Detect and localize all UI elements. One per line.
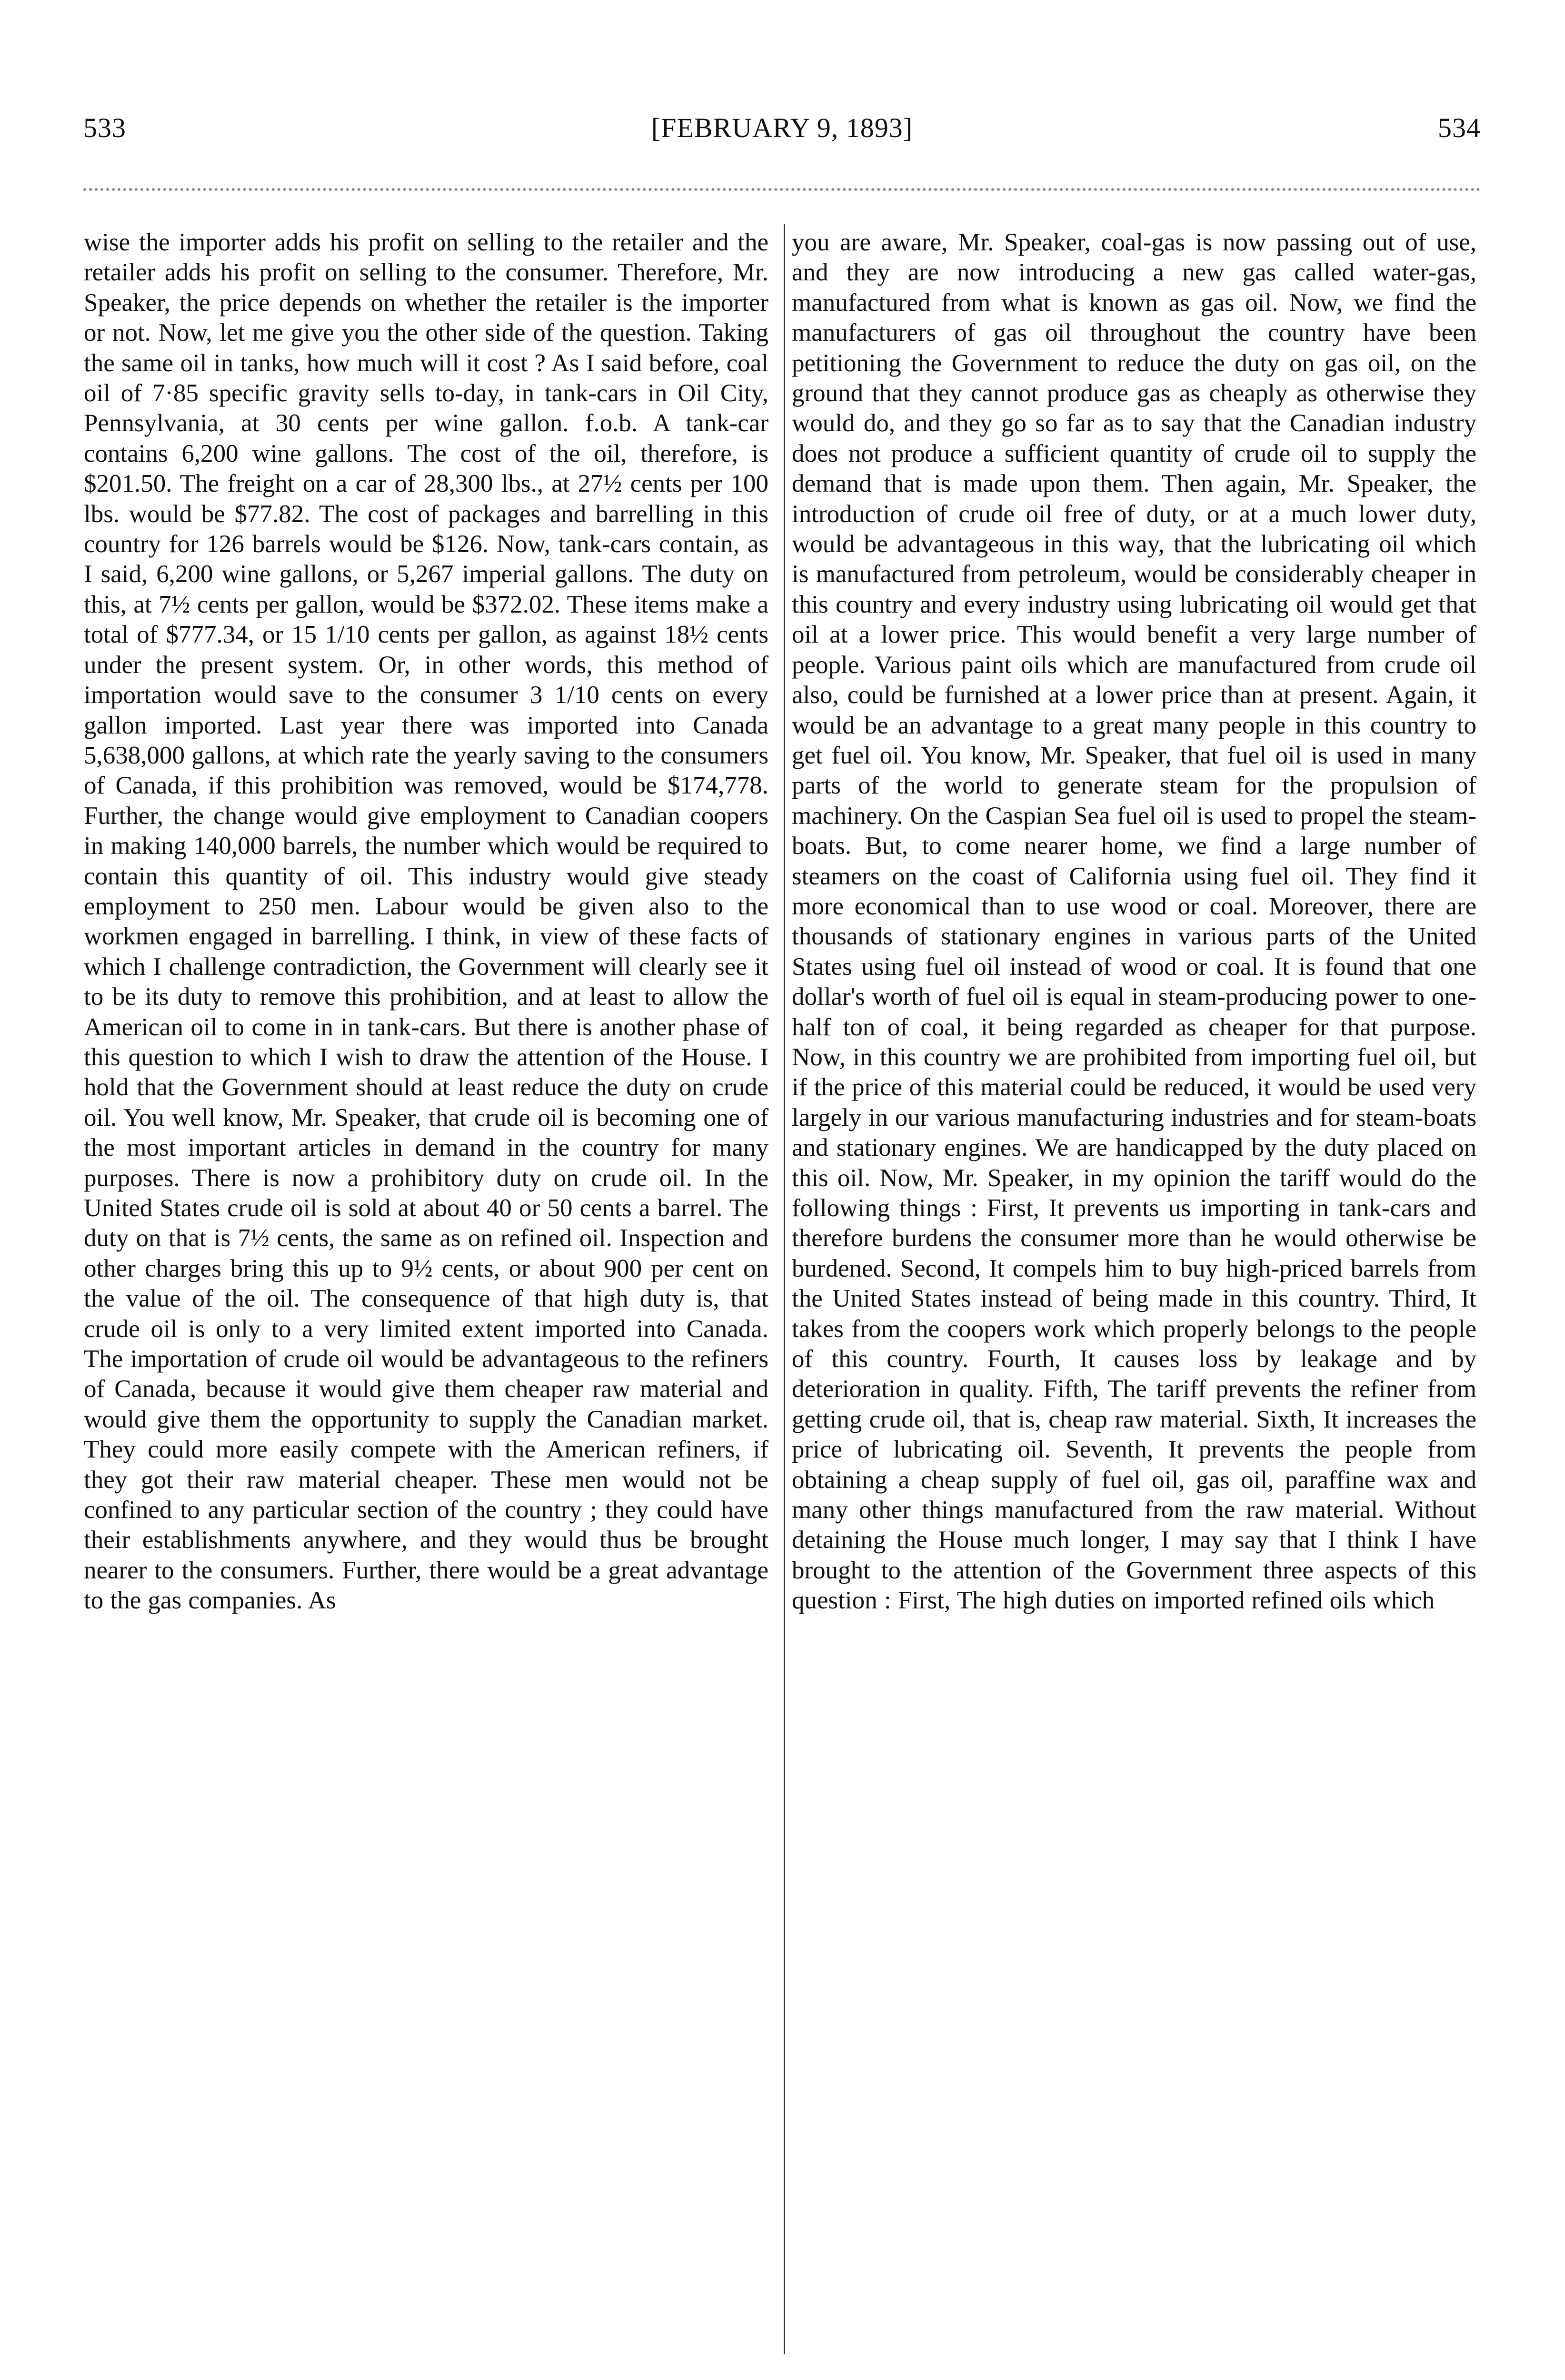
header-rule [83,188,1481,191]
column-right-text: you are aware, Mr. Speaker, coal-gas is now passing out of use, and they are now introducing a new gas called water-gas, manufactured from what is known as gas oil. Now, we find the manufacturers of gas oil throughout the country have been petitioning the Government to reduce the duty on gas oil, on the ground that they cannot produce gas as cheaply as otherwise they would do, and they go so far as to say that the Canadian industry does not produce a sufficient quantity of crude oil to supply the demand that is made upon them. Then again, Mr. Speaker, the introduction of crude oil free of duty, or at a much lower duty, would be advantageous in this way, that the lubricating oil which is manufactured from petroleum, would be considerably cheaper in this country and every industry using lubricating oil would get that oil at a lower price. This would benefit a very large number of people. Various paint oils which are manufactured from crude oil also, could be furnished at a lower price than at present. Again, it would be an advantage to a great many people in this country to get fuel oil. You know, Mr. Speaker, that fuel oil is used in many parts of the world to generate steam for the propulsion of machinery. On the Caspian Sea fuel oil is used to propel the steam-boats. But, to come nearer home, we find a large number of steamers on the coast of California using fuel oil. They find it more economical than to use wood or coal. Moreover, there are thousands of stationary engines in various parts of the United States using fuel oil instead of wood or coal. It is found that one dollar's worth of fuel oil is equal in steam-producing power to one-half ton of coal, it being regarded as cheaper for that purpose. Now, in this country we are prohibited from importing fuel oil, but if the price of this material could be reduced, it would be used very largely in our various manufacturing industries and for steam-boats and stationary engines. We are handicapped by the duty placed on this oil. Now, Mr. Speaker, in my opinion the tariff would do the following things : First, It prevents us importing in tank-cars and therefore burdens the consumer more than he would otherwise be burdened. Second, It compels him to buy high-priced barrels from the United States instead of being made in this country. Third, It takes from the coopers work which properly belongs to the people of this country. Fourth, It causes loss by leakage and by deterioration in quality. Fifth, The tariff prevents the refiner from getting crude oil, that is, cheap raw material. Sixth, It increases the price of lubricating oil. Seventh, It prevents the people from obtaining a cheap supply of fuel oil, gas oil, paraffine wax and many other things manufactured from the raw material. Without detaining the House much longer, I may say that I think I have brought to the attention of the Government three aspects of this question : First, The high duties on imported refined oils which [792,228,1476,1615]
column-divider [784,224,785,2354]
page-date: [FEBRUARY 9, 1893] [651,112,913,143]
page-number-left: 533 [83,112,126,143]
page-number-right: 534 [1438,112,1481,143]
column-left-text: wise the importer adds his profit on selling to the retailer and the retailer adds his profit on selling to the consumer. Therefore, Mr. Speaker, the price depends on whether the retailer is the importer or not. Now, let me give you the other side of the question. Taking the same oil in tanks, how much will it cost ? As I said before, coal oil of 7·85 specific gravity sells to-day, in tank-cars in Oil City, Pennsylvania, at 30 cents per wine gallon. f.o.b. A tank-car contains 6,200 wine gallons. The cost of the oil, therefore, is $201.50. The freight on a car of 28,300 lbs., at 27½ cents per 100 lbs. would be $77.82. The cost of packages and barrelling in this country for 126 barrels would be $126. Now, tank-cars contain, as I said, 6,200 wine gallons, or 5,267 imperial gallons. The duty on this, at 7½ cents per gallon, would be $372.02. These items make a total of $777.34, or 15 1/10 cents per gallon, as against 18½ cents under the present system. Or, in other words, this method of importation would save to the consumer 3 1/10 cents on every gallon imported. Last year there was imported into Canada 5,638,000 gallons, at which rate the yearly saving to the consumers of Canada, if this prohibition was removed, would be $174,778. Further, the change would give employment to Canadian coopers in making 140,000 barrels, the number which would be required to contain this quantity of oil. This industry would give steady employment to 250 men. Labour would be given also to the workmen engaged in barrelling. I think, in view of these facts of which I challenge contradiction, the Government will clearly see it to be its duty to remove this prohibition, and at least to allow the American oil to come in in tank-cars. But there is another phase of this question to which I wish to draw the attention of the House. I hold that the Government should at least reduce the duty on crude oil. You well know, Mr. Speaker, that crude oil is becoming one of the most important articles in demand in the country for many purposes. There is now a prohibitory duty on crude oil. In the United States crude oil is sold at about 40 or 50 cents a barrel. The duty on that is 7½ cents, the same as on refined oil. Inspection and other charges bring this up to 9½ cents, or about 900 per cent on the value of the oil. The consequence of that high duty is, that crude oil is only to a very limited extent imported into Canada. The importation of crude oil would be advantageous to the refiners of Canada, because it would give them cheaper raw material and would give them the opportunity to supply the Canadian market. They could more easily compete with the American refiners, if they got their raw material cheaper. These men would not be confined to any particular section of the country ; they could have their establishments anywhere, and they would thus be brought nearer to the consumers. Further, there would be a great advantage to the gas companies. As [84,228,768,1615]
page-header [83,112,1481,159]
